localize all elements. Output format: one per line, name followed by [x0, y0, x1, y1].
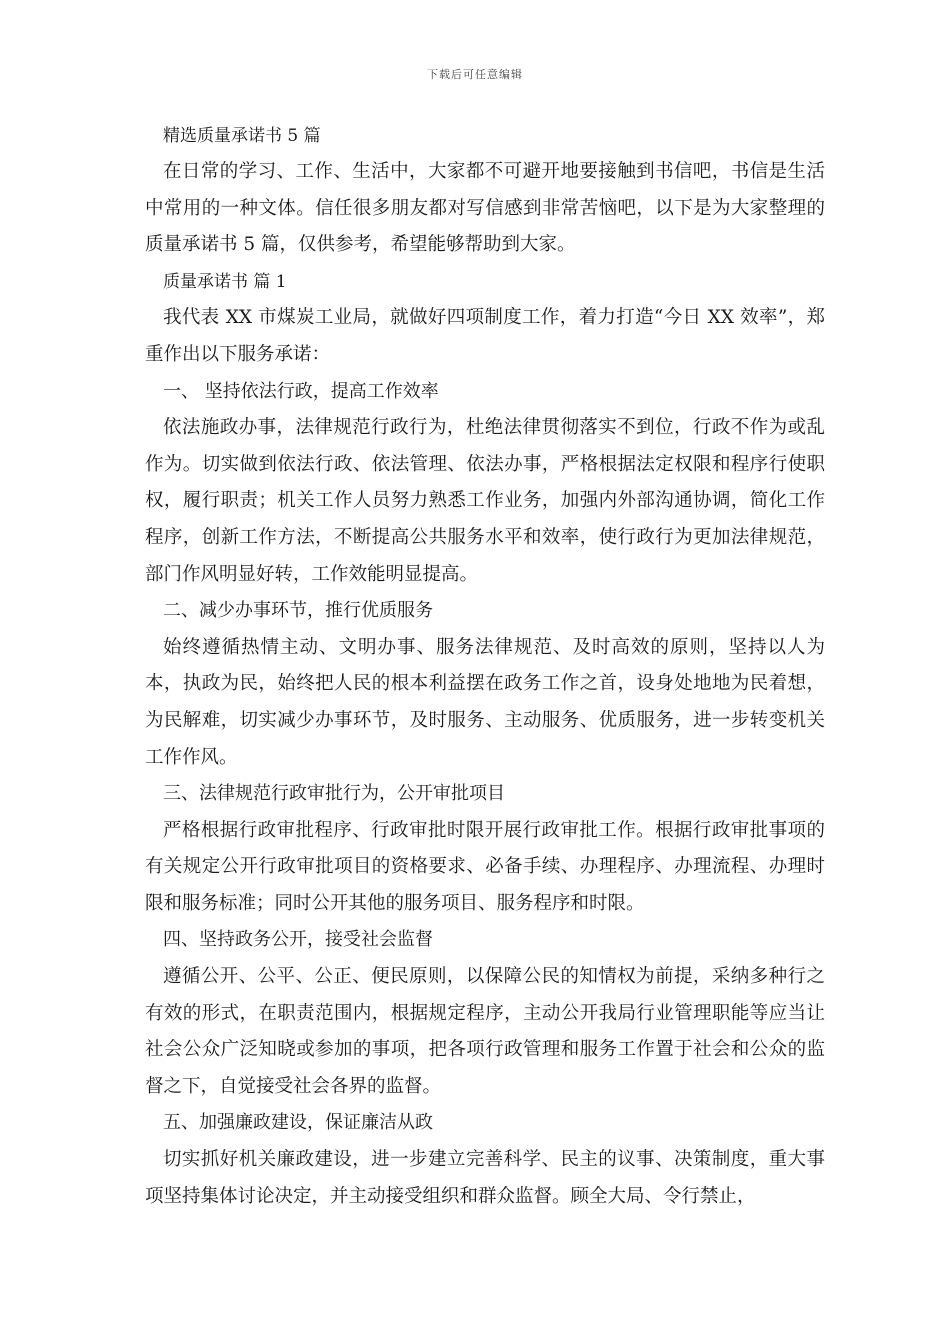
item-body-1: 依法施政办事，法律规范行政行为，杜绝法律贯彻落实不到位，行政不作为或乱作为。切实做到依法行政、依法管理、依法办事，严格根据法定权限和程序行使职权，履行职责；机关工作人员努力熟悉工作业务，加强内外部沟通协调，简化工作程序，创新工作方法，不断提高公共服务水平和效率，使行政行为更加法律规范，部门作风明显好转，工作效能明显提高。: [145, 417, 825, 585]
item-heading-2: 二、减少办事环节，推行优质服务: [163, 600, 433, 622]
opening-paragraph: 我代表 XX 市煤炭工业局，就做好四项制度工作，着力打造“今日 XX 效率”，郑重作出以下服务承诺：: [145, 307, 825, 365]
section-title: 质量承诺书 篇 1: [163, 271, 287, 292]
item-heading-1: 一、 坚持依法行政，提高工作效率: [163, 380, 439, 402]
item-body-4: 遵循公开、公平、公正、便民原则，以保障公民的知情权为前提，采纳多种行之有效的形式，在职责范围内，根据规定程序，主动公开我局行业管理职能等应当让社会公众广泛知晓或参加的事项，把各项行政管理和服务工作置于社会和公众的监督之下，自觉接受社会各界的监督。: [145, 966, 825, 1097]
item-body-2: 始终遵循热情主动、文明办事、服务法律规范、及时高效的原则，坚持以人为本，执政为民，始终把人民的根本利益摆在政务工作之首，设身处地地为民着想，为民解难，切实减少办事环节，及时服务、主动服务、优质服务，进一步转变机关工作作风。: [145, 636, 825, 768]
item-heading-4: 四、坚持政务公开，接受社会监督: [163, 929, 433, 951]
item-body-3: 严格根据行政审批程序、行政审批时限开展行政审批工作。根据行政审批事项的有关规定公开行政审批项目的资格要求、必备手续、办理程序、办理流程、办理时限和服务标准；同时公开其他的服务项目、服务程序和时限。: [145, 819, 825, 914]
item-heading-5: 五、加强廉政建设，保证廉洁从政: [163, 1112, 433, 1134]
intro-paragraph: 在日常的学习、工作、生活中，大家都不可避开地要接触到书信吧，书信是生活中常用的一种文体。信任很多朋友都对写信感到非常苦恼吧，以下是为大家整理的质量承诺书 5 篇，仅供参考，希望能够帮助到大家。: [145, 161, 825, 256]
item-body-5: 切实抓好机关廉政建设，进一步建立完善科学、民主的议事、决策制度，重大事项坚持集体讨论决定，并主动接受组织和群众监督。顾全大局、令行禁止，: [145, 1149, 825, 1207]
item-heading-3: 三、法律规范行政审批行为，公开审批项目: [163, 783, 505, 805]
page-header-note: 下载后可任意编辑: [427, 68, 523, 81]
document-title: 精选质量承诺书 5 篇: [163, 126, 321, 146]
document-body: [145, 118, 825, 1215]
